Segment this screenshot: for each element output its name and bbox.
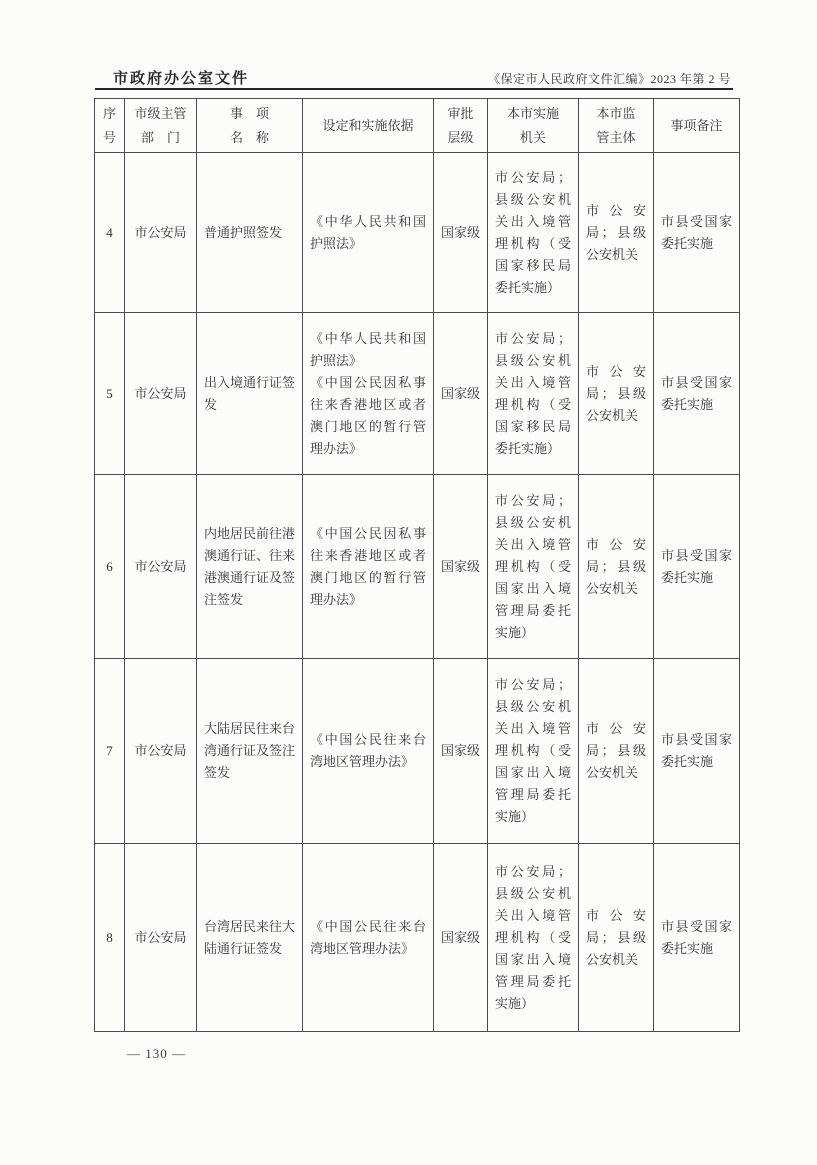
items-table — [94, 98, 740, 1032]
cell-seq: 8 — [95, 844, 125, 1032]
cell-dept: 市公安局 — [125, 313, 197, 475]
cell-note: 市县受国家委托实施 — [654, 844, 740, 1032]
cell-level: 国家级 — [434, 313, 488, 475]
cell-supervisor: 市公安局；县级公安机关 — [579, 313, 654, 475]
cell-seq: 5 — [95, 313, 125, 475]
page-number: — 130 — — [127, 1046, 186, 1061]
header-rule — [95, 88, 733, 90]
cell-seq: 6 — [95, 475, 125, 659]
cell-agency: 市公安局；县级公安机关出入境管理机构（受国家移民局委托实施） — [488, 153, 579, 313]
cell-supervisor: 市公安局；县级公安机关 — [579, 153, 654, 313]
cell-agency: 市公安局；县级公安机关出入境管理机构（受国家移民局委托实施） — [488, 313, 579, 475]
cell-note: 市县受国家委托实施 — [654, 153, 740, 313]
cell-level: 国家级 — [434, 475, 488, 659]
table-row — [95, 153, 740, 313]
cell-agency: 市公安局；县级公安机关出入境管理机构（受国家出入境管理局委托实施） — [488, 844, 579, 1032]
column-header-supervisor: 本市监 管主体 — [579, 99, 654, 153]
cell-note: 市县受国家委托实施 — [654, 475, 740, 659]
cell-name: 出入境通行证签发 — [197, 313, 303, 475]
cell-dept: 市公安局 — [125, 153, 197, 313]
cell-name: 台湾居民来往大陆通行证签发 — [197, 844, 303, 1032]
column-header-seq: 序 号 — [95, 99, 125, 153]
cell-supervisor: 市公安局；县级公安机关 — [579, 475, 654, 659]
cell-level: 国家级 — [434, 844, 488, 1032]
cell-level: 国家级 — [434, 659, 488, 844]
cell-name: 大陆居民往来台湾通行证及签注签发 — [197, 659, 303, 844]
column-header-basis: 设定和实施依据 — [303, 99, 434, 153]
table-row — [95, 313, 740, 475]
cell-name: 内地居民前往港澳通行证、往来港澳通行证及签注签发 — [197, 475, 303, 659]
cell-dept: 市公安局 — [125, 844, 197, 1032]
cell-supervisor: 市公安局；县级公安机关 — [579, 659, 654, 844]
cell-basis: 《中华人民共和国护照法》 《中国公民因私事往来香港地区或者澳门地区的暂行管理办法》 — [303, 313, 434, 475]
compilation-title: 《保定市人民政府文件汇编》2023 年第 2 号 — [487, 72, 731, 86]
table-row — [95, 475, 740, 659]
cell-level: 国家级 — [434, 153, 488, 313]
page-title: 市政府办公室文件 — [113, 70, 250, 87]
cell-seq: 4 — [95, 153, 125, 313]
cell-note: 市县受国家委托实施 — [654, 313, 740, 475]
cell-agency: 市公安局；县级公安机关出入境管理机构（受国家出入境管理局委托实施） — [488, 659, 579, 844]
cell-basis: 《中国公民因私事往来香港地区或者澳门地区的暂行管理办法》 — [303, 475, 434, 659]
cell-name: 普通护照签发 — [197, 153, 303, 313]
column-header-name: 事 项 名 称 — [197, 99, 303, 153]
cell-agency: 市公安局；县级公安机关出入境管理机构（受国家出入境管理局委托实施） — [488, 475, 579, 659]
table-row — [95, 659, 740, 844]
column-header-agency: 本市实施 机关 — [488, 99, 579, 153]
column-header-dept: 市级主管 部 门 — [125, 99, 197, 153]
table-row — [95, 844, 740, 1032]
column-header-note: 事项备注 — [654, 99, 740, 153]
cell-seq: 7 — [95, 659, 125, 844]
cell-basis: 《中国公民往来台湾地区管理办法》 — [303, 659, 434, 844]
cell-basis: 《中华人民共和国护照法》 — [303, 153, 434, 313]
cell-dept: 市公安局 — [125, 659, 197, 844]
cell-basis: 《中国公民往来台湾地区管理办法》 — [303, 844, 434, 1032]
column-header-level: 审批 层级 — [434, 99, 488, 153]
table-header-row — [95, 99, 740, 153]
cell-note: 市县受国家委托实施 — [654, 659, 740, 844]
cell-dept: 市公安局 — [125, 475, 197, 659]
cell-supervisor: 市公安局；县级公安机关 — [579, 844, 654, 1032]
